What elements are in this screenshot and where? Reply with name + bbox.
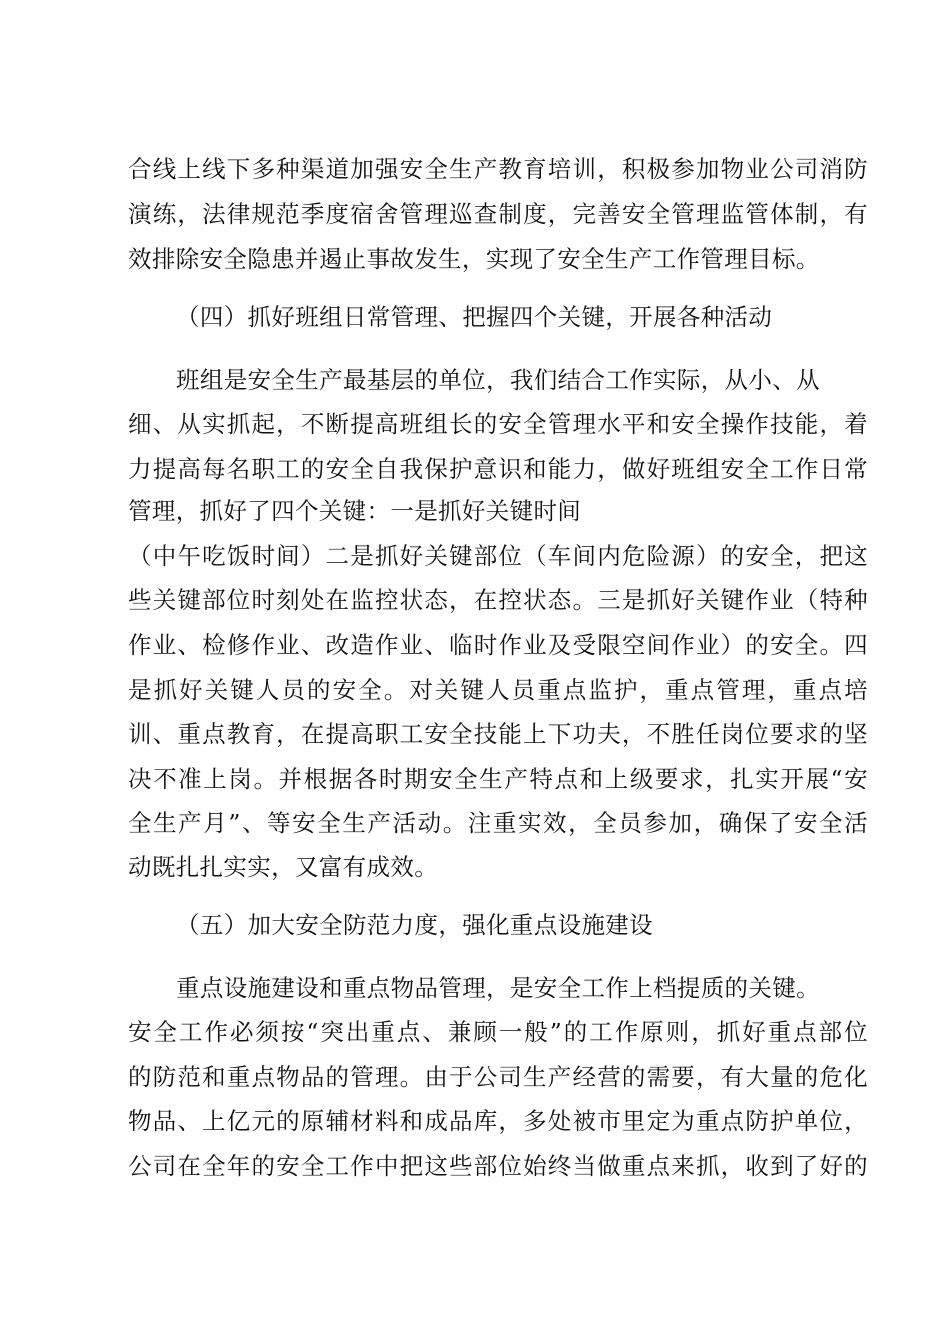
text-line-6: 细、从实抓起，不断提高班组长的安全管理水平和安全操作技能，着 [128, 410, 868, 438]
text-line-14: 决不准上岗。并根据各时期安全生产特点和上级要求，扎实开展“安 [128, 765, 868, 793]
text-line-12: 是抓好关键人员的安全。对关键人员重点监护，重点管理，重点培 [128, 676, 868, 704]
text-line-19: 安全工作必须按“突出重点、兼顾一般”的工作原则，抓好重点部位 [128, 1018, 868, 1046]
text-line-1: 合线上线下多种渠道加强安全生产教育培训，积极参加物业公司消防 [128, 155, 868, 183]
text-line-3: 效排除安全隐患并遏止事故发生，实现了安全生产工作管理目标。 [128, 245, 820, 273]
text-line-9: （中午吃饭时间）二是抓好关键部位（车间内危险源）的安全，把这 [128, 542, 868, 570]
text-line-8: 管理，抓好了四个关键：一是抓好关键时间 [128, 497, 582, 525]
text-line-2: 演练，法律规范季度宿舍管理巡查制度，完善安全管理监管体制，有 [128, 200, 868, 228]
section-heading-5: （五）加大安全防范力度，强化重点设施建设 [176, 911, 653, 939]
text-line-22: 公司在全年的安全工作中把这些部位始终当做重点来抓，收到了好的 [128, 1152, 868, 1180]
text-line-5: 班组是安全生产最基层的单位，我们结合工作实际，从小、从 [176, 366, 820, 394]
text-line-15: 全生产月”、等安全生产活动。注重实效，全员参加，确保了安全活 [128, 809, 868, 837]
text-line-21: 物品、上亿元的原辅材料和成品库，多处被市里定为重点防护单位， [128, 1107, 868, 1135]
section-heading-4: （四）抓好班组日常管理、把握四个关键，开展各种活动 [176, 303, 773, 331]
text-line-10: 些关键部位时刻处在监控状态，在控状态。三是抓好关键作业（特种 [128, 586, 868, 614]
text-line-16: 动既扎扎实实，又富有成效。 [128, 853, 439, 881]
text-line-20: 的防范和重点物品的管理。由于公司生产经营的需要，有大量的危化 [128, 1063, 868, 1091]
text-line-7: 力提高每名职工的安全自我保护意识和能力，做好班组安全工作日常 [128, 455, 868, 483]
text-line-18: 重点设施建设和重点物品管理，是安全工作上档提质的关键。 [176, 974, 820, 1002]
text-line-13: 训、重点教育，在提高职工安全技能上下功夫，不胜任岗位要求的坚 [128, 720, 868, 748]
text-line-11: 作业、检修作业、改造作业、临时作业及受限空间作业）的安全。四 [128, 631, 868, 659]
